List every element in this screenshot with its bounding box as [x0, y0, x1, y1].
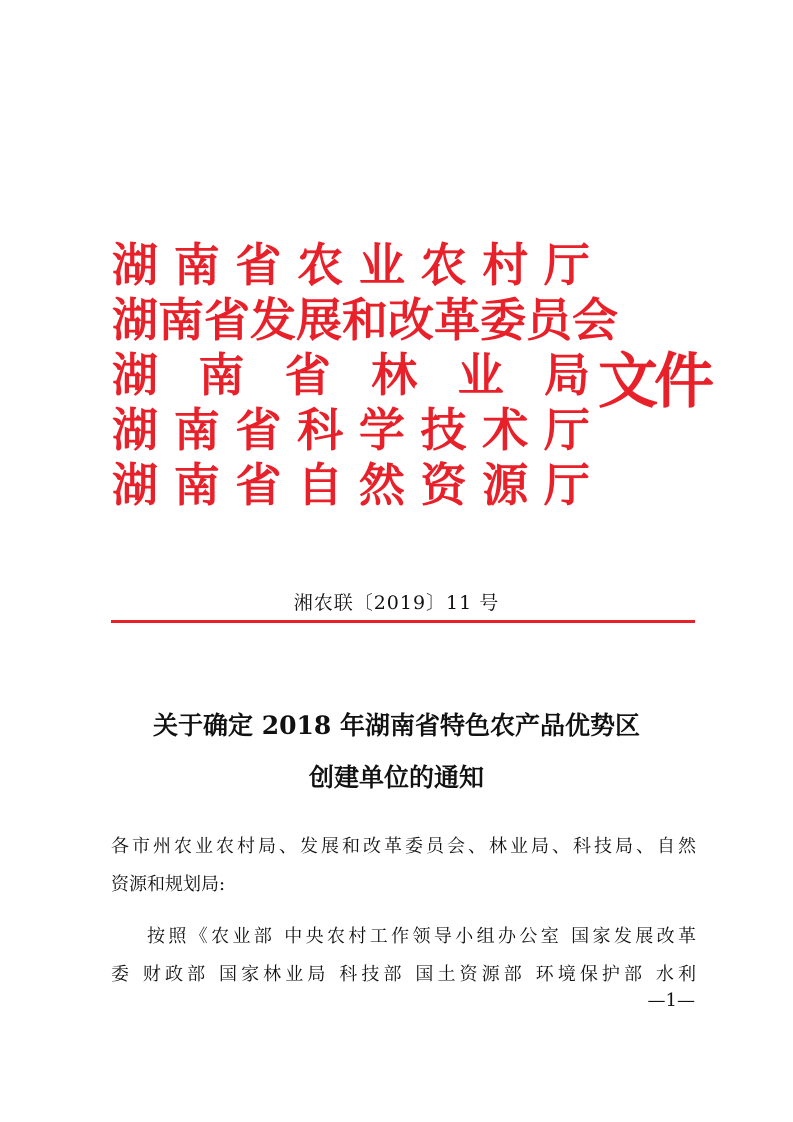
char: 科	[297, 403, 344, 457]
char: 技	[420, 403, 467, 457]
addressee-line1: 各市州农业农村局、发展和改革委员会、林业局、科技局、自然	[111, 836, 696, 857]
char: 省	[284, 348, 331, 402]
char: 湖	[112, 348, 158, 402]
issuer-development-reform	[112, 293, 618, 348]
issuer-science-technology	[112, 403, 590, 458]
char: 业	[358, 238, 405, 292]
char: 局	[543, 348, 590, 402]
issuing-agencies	[112, 238, 618, 513]
char: 南	[158, 293, 204, 347]
char: 厅	[543, 458, 590, 512]
char: 和	[342, 293, 388, 347]
body-paragraph-line1: 按照《农业部 中央农村工作领导小组办公室 国家发展改革	[147, 926, 696, 947]
char: 革	[434, 293, 480, 347]
char: 然	[358, 458, 405, 512]
char: 林	[371, 348, 418, 402]
char: 业	[457, 348, 504, 402]
char: 自	[297, 458, 344, 512]
char: 改	[388, 293, 434, 347]
char: 委	[480, 293, 526, 347]
char: 学	[358, 403, 405, 457]
char: 湖	[112, 403, 158, 457]
addressee-line2: 资源和规划局:	[111, 874, 226, 895]
char: 会	[572, 293, 618, 347]
char: 农	[297, 238, 344, 292]
issuer-agriculture	[112, 238, 590, 293]
body-paragraph-line2: 委 财政部 国家林业局 科技部 国土资源部 环境保护部 水利	[111, 964, 696, 985]
char: 省	[235, 238, 282, 292]
char: 村	[482, 238, 529, 292]
char: 湖	[112, 293, 158, 347]
char: 南	[173, 458, 220, 512]
document-title-line1: 关于确定 2018 年湖南省特色农产品优势区	[153, 711, 640, 740]
char: 南	[173, 403, 220, 457]
char: 省	[204, 293, 250, 347]
char: 湖	[112, 238, 158, 292]
issuer-forestry	[112, 348, 590, 403]
char: 省	[235, 458, 282, 512]
document-label: 文件	[598, 347, 710, 417]
issuer-natural-resources	[112, 458, 590, 513]
char: 湖	[112, 458, 158, 512]
document-title-line2: 创建单位的通知	[308, 763, 484, 792]
char: 南	[173, 238, 220, 292]
char: 发	[250, 293, 296, 347]
red-divider	[111, 620, 695, 623]
char: 农	[420, 238, 467, 292]
char: 省	[235, 403, 282, 457]
document-number: 湘农联〔2019〕11 号	[293, 592, 500, 614]
char: 展	[296, 293, 342, 347]
char: 源	[482, 458, 529, 512]
char: 资	[420, 458, 467, 512]
char: 术	[482, 403, 529, 457]
char: 厅	[543, 403, 590, 457]
char: 员	[526, 293, 572, 347]
char: 厅	[543, 238, 590, 292]
page-number: —1—	[647, 990, 695, 1011]
char: 南	[198, 348, 245, 402]
